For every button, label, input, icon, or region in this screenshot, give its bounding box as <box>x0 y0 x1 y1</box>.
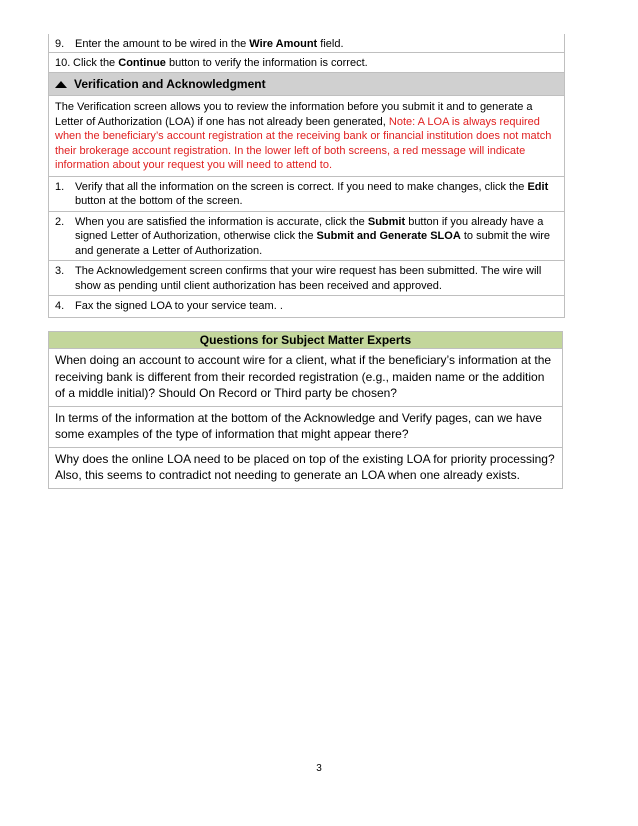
step-row <box>49 177 564 212</box>
button-name: Submit and Generate SLOA <box>316 230 461 242</box>
step-number: 4. <box>55 300 65 312</box>
collapse-up-icon[interactable] <box>55 81 67 88</box>
step-row <box>49 296 564 318</box>
intro-text: The Verification screen allows you to review the information before you submit it and to generate a Letter of Authorization (LOA) if one has not already been generated, <box>55 101 533 128</box>
step-text-part: button at the bottom of the screen. <box>75 195 243 207</box>
sme-questions-table <box>48 331 563 489</box>
page-number: 3 <box>316 763 322 774</box>
step-number: 9. <box>55 38 65 50</box>
step-text-part: to submit the wire and generate a Letter of Authorization. <box>75 230 551 257</box>
step-text <box>75 37 558 50</box>
step-row <box>49 261 564 296</box>
step-text <box>75 180 558 209</box>
step-text-part: Enter the amount to be wired in the <box>75 38 250 50</box>
question-row: In terms of the information at the bottom of the Acknowledge and Verify pages, can we have some examples of the type of information that might appear there? <box>49 407 562 448</box>
step-number: 10. <box>55 57 71 69</box>
field-name: Wire Amount <box>249 38 318 50</box>
step-number: 3. <box>55 265 65 277</box>
step-text-part: button to verify the information is correct. <box>165 57 368 69</box>
verification-header[interactable] <box>49 73 564 96</box>
procedure-table <box>48 34 565 318</box>
sme-questions-header: Questions for Subject Matter Experts <box>49 332 562 349</box>
question-row: When doing an account to account wire for a client, what if the beneficiary’s information at the receiving bank is different from their recorded registration (e.g., maiden name or the addition of a middle initial)? Should On Record or Third party be chosen? <box>49 349 562 407</box>
verification-intro <box>49 96 564 177</box>
button-name: Continue <box>118 57 166 69</box>
step-number: 2. <box>55 215 65 228</box>
button-name: Edit <box>527 180 549 193</box>
step-text <box>73 56 558 70</box>
step-number: 1. <box>55 180 65 193</box>
loa-note: Note: A LOA is always required when the beneficiary’s account registration at the receiving bank or financial institution does not match their brokerage account registration. In the lower left of both screens, a red message will indicate information about your request you will need to attend to. <box>55 115 552 171</box>
step-row <box>49 53 564 73</box>
step-text: The Acknowledgement screen confirms that your wire request has been submitted. The wire will show as pending until client authorization has been received and approved. <box>75 265 542 292</box>
procedure-section <box>48 34 563 318</box>
question-row: Why does the online LOA need to be placed on top of the existing LOA for priority processing? Also, this seems to contradict not needing to generate an LOA when one already exists. <box>55 451 555 482</box>
step-text-part: button if you already have a signed Letter of Authorization, otherwise click the <box>75 215 544 242</box>
button-name: Submit <box>367 215 406 228</box>
step-text-part: Verify that all the information on the screen is correct. If you need to make changes, click the <box>75 180 528 193</box>
step-row <box>49 34 564 53</box>
section-title: Verification and Acknowledgment <box>74 77 266 91</box>
step-row <box>49 212 564 262</box>
step-text-part: Click the <box>73 57 119 69</box>
step-text-part: When you are satisfied the information is accurate, click the <box>75 215 368 228</box>
step-text <box>75 215 558 259</box>
step-text-part: field. <box>317 38 344 50</box>
step-text: Fax the signed LOA to your service team. . <box>75 300 283 312</box>
